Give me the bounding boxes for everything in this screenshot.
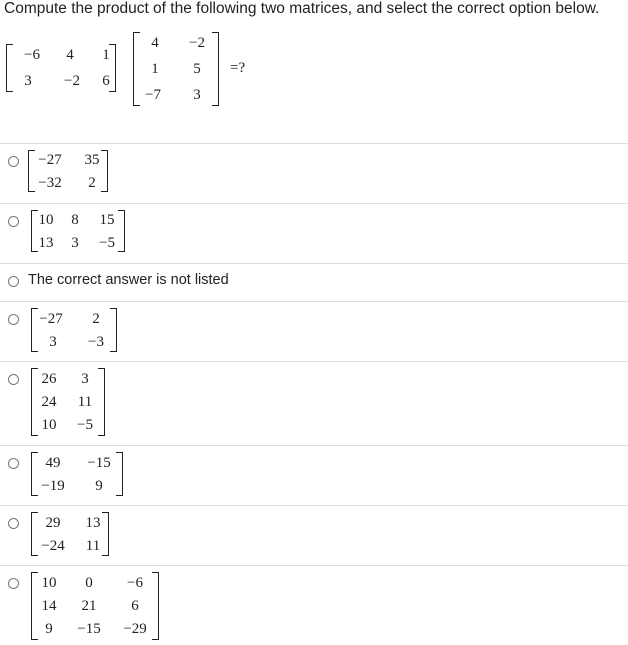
divider <box>0 301 628 302</box>
option-matrix <box>31 512 109 556</box>
matrix-cell: 14 <box>41 598 57 614</box>
matrix-cell: 35 <box>84 152 100 168</box>
divider <box>0 445 628 446</box>
matrix-cell: 21 <box>81 598 97 614</box>
matrix-cell: −2 <box>64 73 80 89</box>
equals-question: =? <box>230 60 246 76</box>
question-text: Compute the product of the following two matrices, and select the correct option below. <box>4 0 600 17</box>
matrix-cell: 5 <box>193 61 201 77</box>
divider <box>0 565 628 566</box>
matrix-cell: 29 <box>45 515 61 531</box>
left-bracket <box>31 452 38 496</box>
matrix-cell: 1 <box>102 47 110 63</box>
matrix-cell: −15 <box>87 455 111 471</box>
matrix-a <box>6 44 116 92</box>
matrix-cell: 15 <box>99 212 115 228</box>
option-matrix <box>31 368 105 436</box>
matrix-cell: 1 <box>151 61 159 77</box>
matrix-cell: 13 <box>85 515 101 531</box>
matrix-cell: 13 <box>38 235 54 251</box>
right-bracket <box>98 368 105 436</box>
left-bracket <box>31 512 38 556</box>
left-bracket <box>31 572 38 640</box>
matrix-cell: −6 <box>24 47 40 63</box>
matrix-cell: 0 <box>85 575 93 591</box>
option-text: The correct answer is not listed <box>28 272 229 288</box>
option-matrix <box>31 572 159 640</box>
matrix-cell: −7 <box>145 87 161 103</box>
matrix-cell: 3 <box>24 73 32 89</box>
divider <box>0 143 628 144</box>
radio-button[interactable] <box>8 518 19 529</box>
matrix-cell: −2 <box>189 35 205 51</box>
matrix-b <box>133 32 219 106</box>
right-bracket <box>116 452 123 496</box>
right-bracket <box>101 150 108 192</box>
radio-button[interactable] <box>8 374 19 385</box>
matrix-cell: 24 <box>41 394 57 410</box>
right-bracket <box>152 572 159 640</box>
matrix-cell: −29 <box>123 621 147 637</box>
matrix-cell: 2 <box>88 175 96 191</box>
radio-button[interactable] <box>8 314 19 325</box>
left-bracket <box>28 150 35 192</box>
matrix-cell: 9 <box>95 478 103 494</box>
left-bracket <box>133 32 140 106</box>
matrix-cell: 49 <box>45 455 61 471</box>
matrix-cell: 3 <box>81 371 89 387</box>
matrix-cell: 3 <box>193 87 201 103</box>
matrix-cell: 6 <box>102 73 110 89</box>
right-bracket <box>118 210 125 252</box>
divider <box>0 263 628 264</box>
matrix-cell: 9 <box>45 621 53 637</box>
matrix-cell: 10 <box>38 212 54 228</box>
option-matrix <box>31 210 125 252</box>
matrix-cell: −32 <box>38 175 62 191</box>
matrix-cell: 3 <box>71 235 79 251</box>
matrix-cell: −24 <box>41 538 65 554</box>
divider <box>0 203 628 204</box>
matrix-cell: 4 <box>151 35 159 51</box>
matrix-cell: 6 <box>131 598 139 614</box>
matrix-cell: 10 <box>41 575 57 591</box>
matrix-cell: −19 <box>41 478 65 494</box>
right-bracket <box>110 308 117 352</box>
matrix-cell: 2 <box>92 311 100 327</box>
left-bracket <box>31 308 38 352</box>
matrix-cell: 8 <box>71 212 79 228</box>
radio-button[interactable] <box>8 156 19 167</box>
radio-button[interactable] <box>8 276 19 287</box>
left-bracket <box>31 210 38 252</box>
matrix-cell: 10 <box>41 417 57 433</box>
matrix-cell: 3 <box>49 334 57 350</box>
option-matrix <box>28 150 108 192</box>
matrix-cell: −27 <box>38 152 62 168</box>
divider <box>0 505 628 506</box>
divider <box>0 361 628 362</box>
matrix-cell: −3 <box>88 334 104 350</box>
matrix-cell: −15 <box>77 621 101 637</box>
right-bracket <box>102 512 109 556</box>
matrix-cell: 11 <box>77 394 93 410</box>
option-matrix <box>31 308 117 352</box>
right-bracket <box>212 32 219 106</box>
matrix-cell: −27 <box>39 311 63 327</box>
matrix-cell: 26 <box>41 371 57 387</box>
matrix-cell: 4 <box>66 47 74 63</box>
left-bracket <box>31 368 38 436</box>
option-matrix <box>31 452 123 496</box>
left-bracket <box>6 44 13 92</box>
matrix-cell: −5 <box>77 417 93 433</box>
matrix-cell: −6 <box>127 575 143 591</box>
matrix-cell: −5 <box>99 235 115 251</box>
radio-button[interactable] <box>8 216 19 227</box>
radio-button[interactable] <box>8 458 19 469</box>
radio-button[interactable] <box>8 578 19 589</box>
matrix-cell: 11 <box>85 538 101 554</box>
